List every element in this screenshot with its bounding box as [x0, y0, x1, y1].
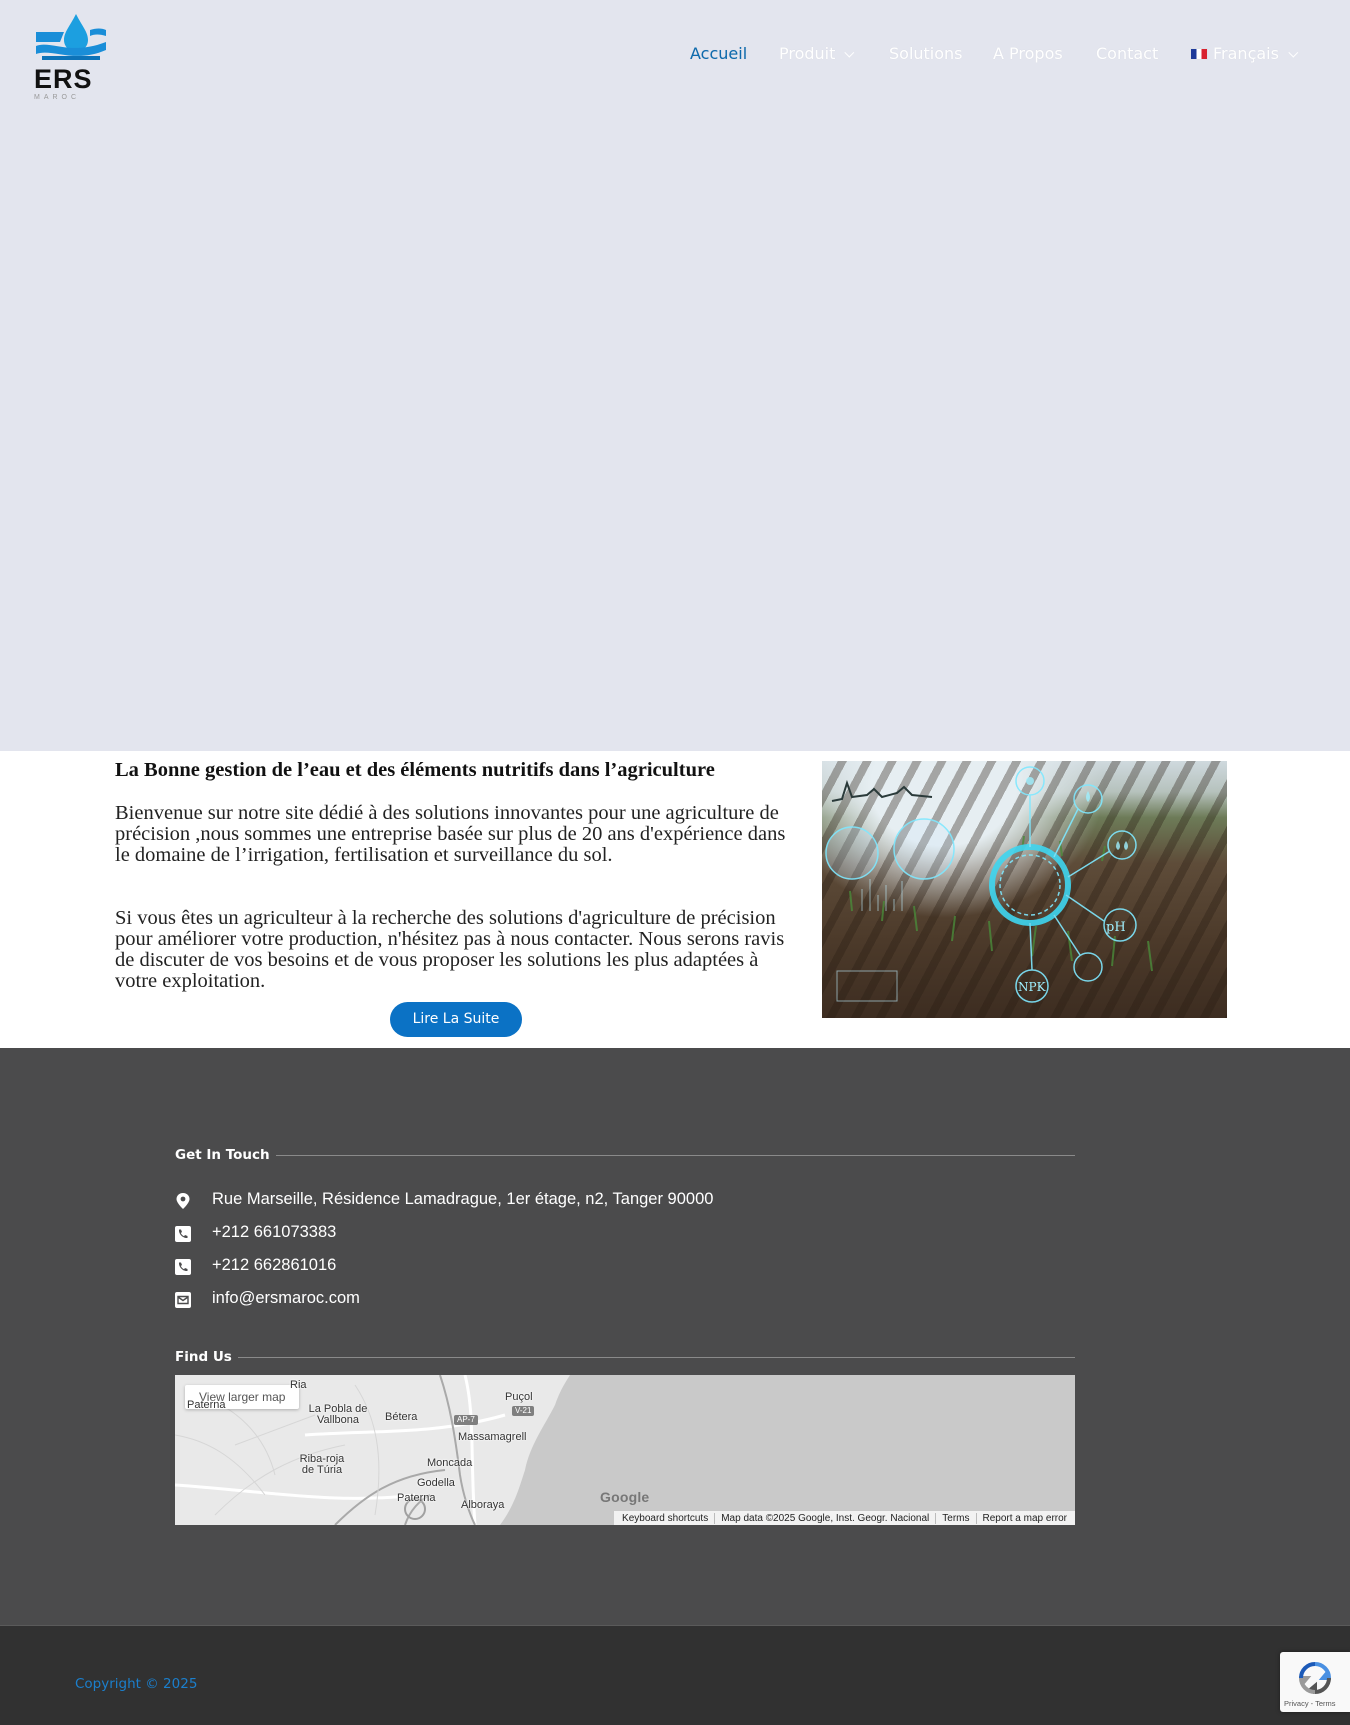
- nav-item-a-propos[interactable]: [993, 44, 1063, 63]
- google-map[interactable]: [175, 1375, 1075, 1525]
- map-attribution-bar: [614, 1511, 1075, 1525]
- section-divider: [276, 1155, 1075, 1156]
- nav-item-produit[interactable]: [779, 44, 850, 63]
- main-nav: [0, 44, 1350, 68]
- hero-section: [0, 0, 1350, 751]
- find-us-title: Find Us: [175, 1349, 232, 1365]
- phone-2-text[interactable]: +212 662861016: [212, 1256, 337, 1274]
- contact-address: [175, 1190, 975, 1212]
- map-place-label: Godella: [417, 1477, 455, 1489]
- map-marker-icon: [175, 1193, 191, 1209]
- french-flag-icon: [1190, 48, 1208, 60]
- digital-agri-overlay-icon: [822, 761, 1227, 1018]
- nav-label: Français: [1213, 44, 1279, 63]
- nav-label: Solutions: [889, 44, 963, 63]
- address-text: Rue Marseille, Résidence Lamadrague, 1er étage, n2, Tanger 90000: [212, 1190, 714, 1208]
- email-text[interactable]: info@ersmaroc.com: [212, 1289, 360, 1307]
- nav-item-language[interactable]: [1190, 44, 1294, 63]
- map-place-label: Puçol: [505, 1391, 533, 1403]
- intro-headline: La Bonne gestion de l’eau et des éléments nutritifs dans l’agriculture: [115, 759, 715, 781]
- logo-text: ERS: [34, 64, 93, 94]
- get-in-touch-title: Get In Touch: [175, 1147, 270, 1163]
- map-place-label: Massamagrell: [458, 1431, 527, 1443]
- intro-paragraph-2: Si vous êtes un agriculteur à la recherche des solutions d'agriculture de précision pour améliorer votre production, n'hésitez pas à nous contacter. Nous serons ravis de discuter de vos besoins et de vous proposer les solutions les plus adaptées à votre exploitation.: [115, 907, 785, 992]
- map-place-label: Paterna: [397, 1492, 436, 1504]
- road-badge: AP-7: [454, 1415, 478, 1425]
- recaptcha-icon: [1295, 1658, 1335, 1698]
- contact-phone-2[interactable]: [175, 1256, 975, 1278]
- read-more-button[interactable]: Lire La Suite: [390, 1002, 522, 1037]
- view-larger-map-link[interactable]: View larger map: [185, 1385, 299, 1409]
- precision-agriculture-image: [822, 761, 1227, 1018]
- recaptcha-badge[interactable]: [1280, 1652, 1350, 1712]
- nav-item-contact[interactable]: [1096, 44, 1158, 63]
- contact-email[interactable]: [175, 1289, 975, 1311]
- contact-phone-1[interactable]: [175, 1223, 975, 1245]
- report-map-error-link[interactable]: Report a map error: [976, 1513, 1073, 1524]
- nav-item-solutions[interactable]: [889, 44, 963, 63]
- phone-1-text[interactable]: +212 661073383: [212, 1223, 337, 1241]
- map-place-label: Bétera: [385, 1411, 418, 1423]
- intro-section: [0, 751, 1350, 1048]
- map-place-label: Riba-roja de Túria: [299, 1453, 345, 1476]
- npk-label: NPK: [1018, 980, 1046, 994]
- map-place-label: Ria: [290, 1379, 307, 1391]
- nav-label: Accueil: [690, 44, 748, 63]
- ph-label: pH: [1106, 920, 1126, 935]
- map-data-text: Map data ©2025 Google, Inst. Geogr. Nacional: [714, 1513, 935, 1524]
- section-divider: [238, 1357, 1075, 1358]
- map-place-label: La Pobla de Vallbona: [308, 1403, 368, 1426]
- nav-label: Produit: [779, 44, 836, 63]
- phone-icon: [175, 1226, 191, 1242]
- keyboard-shortcuts-link[interactable]: Keyboard shortcuts: [622, 1512, 709, 1524]
- intro-paragraph-1: Bienvenue sur notre site dédié à des solutions innovantes pour une agriculture de précision ,nous sommes une entreprise basée sur plus de 20 ans d'expérience dans le domaine de l’irrigation, fertilisation et surveillance du sol.: [115, 802, 786, 866]
- chevron-down-icon: [845, 48, 855, 58]
- map-place-label: Alboraya: [461, 1499, 505, 1511]
- google-logo: Google: [600, 1489, 650, 1505]
- map-place-label: Paterna: [187, 1399, 226, 1411]
- nav-label: A Propos: [993, 44, 1063, 63]
- map-terms-link[interactable]: Terms: [935, 1513, 975, 1524]
- nav-item-accueil[interactable]: [690, 44, 747, 63]
- recaptcha-links[interactable]: Privacy - Terms: [1284, 1699, 1336, 1708]
- map-place-label: Moncada: [427, 1457, 473, 1469]
- bottom-bar: [0, 1625, 1350, 1725]
- road-badge: V-21: [512, 1406, 534, 1416]
- footer: [0, 1048, 1350, 1625]
- nav-label: Contact: [1096, 44, 1159, 63]
- logo-subtext: MAROC: [34, 94, 81, 101]
- copyright-text: Copyright © 2025: [75, 1676, 198, 1692]
- envelope-icon: [175, 1292, 191, 1308]
- phone-icon: [175, 1259, 191, 1275]
- chevron-down-icon: [1288, 48, 1298, 58]
